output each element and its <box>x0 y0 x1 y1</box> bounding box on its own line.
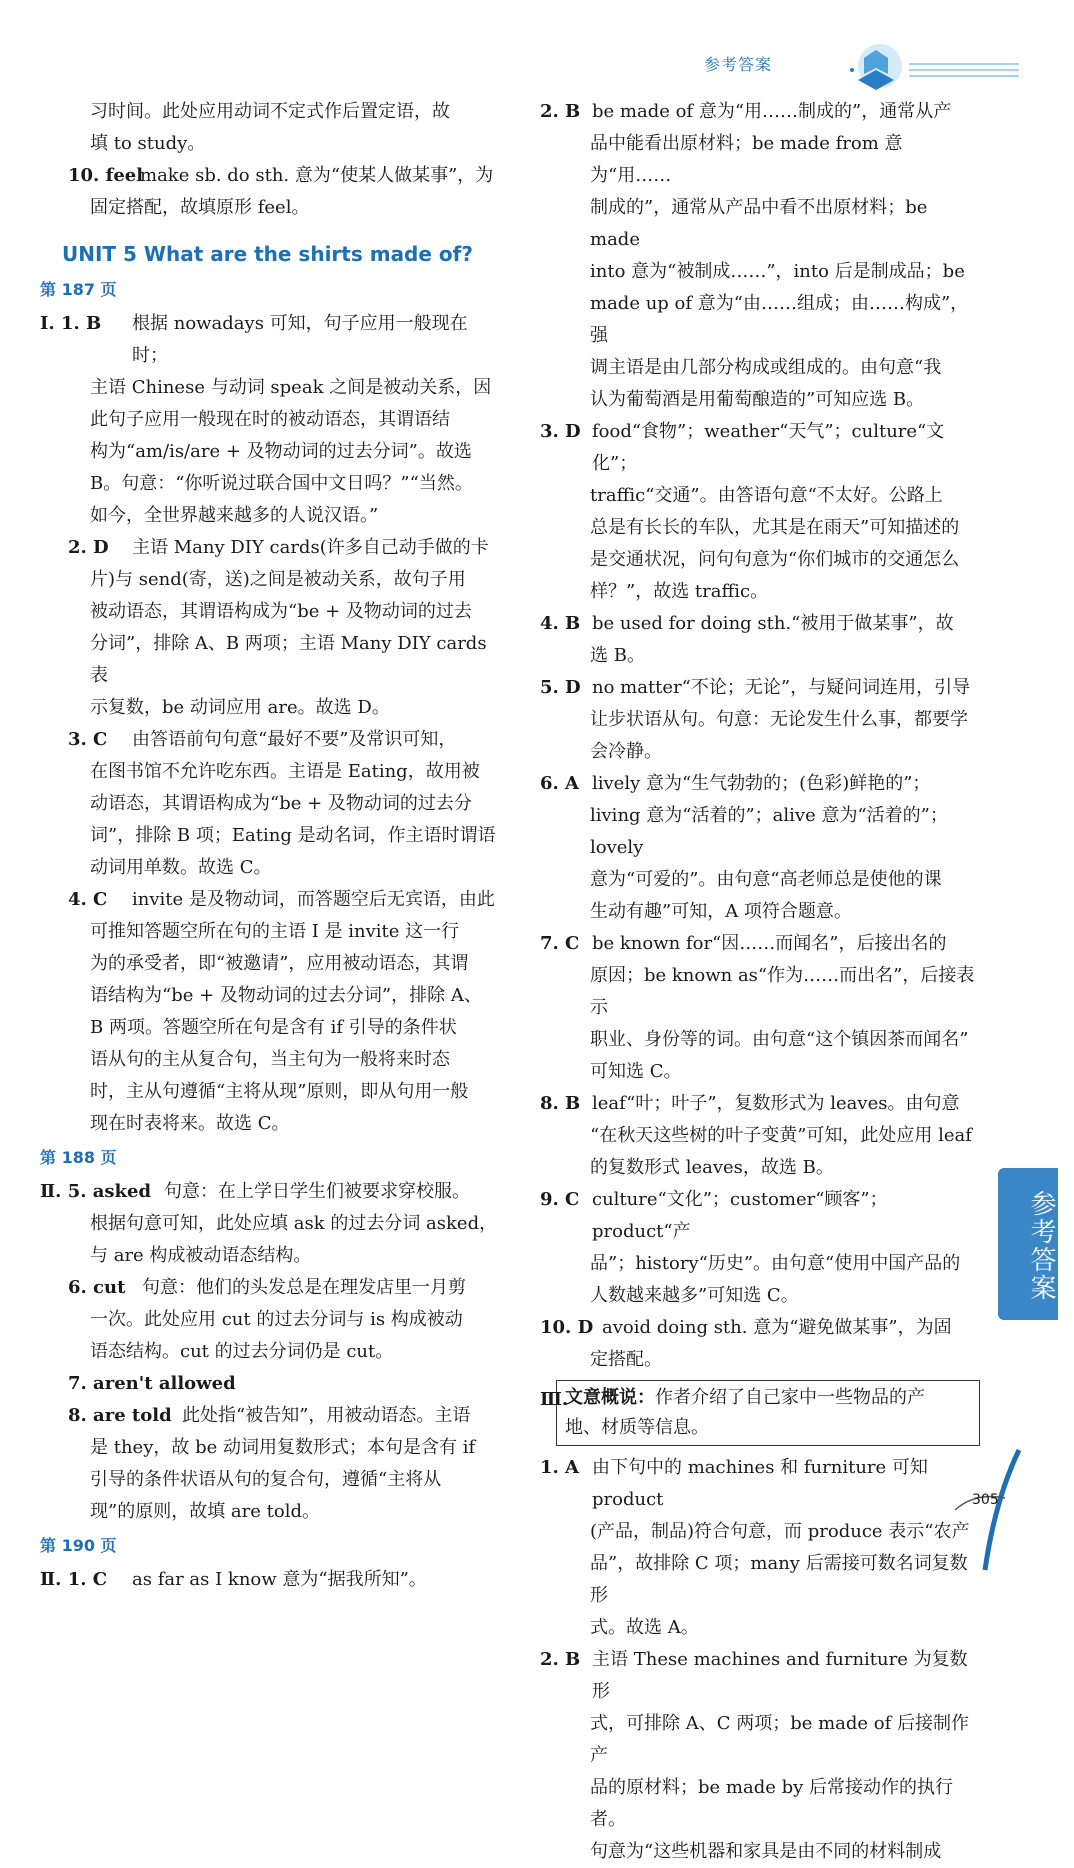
answer-text: be known for“因……而闻名”，后接出名的 <box>592 933 947 954</box>
book-logo-icon <box>844 40 908 96</box>
answer-number: Ⅱ. 1. C <box>40 1569 108 1590</box>
answer-text: 语从句的主从复合句，当主句为一般将来时态 <box>90 1049 450 1070</box>
summary-text: 地、材质等信息。 <box>565 1417 709 1438</box>
answer-number: 1. A <box>540 1457 580 1478</box>
answer-text: 选 B。 <box>590 645 645 666</box>
answer-text: invite 是及物动词，而答题空后无宾语，由此 <box>132 889 495 910</box>
answer-text: 主语 These machines and furniture 为复数形 <box>592 1649 968 1702</box>
answer-text: 职业、身份等的词。由句意“这个镇因茶而闻名” <box>590 1029 969 1050</box>
answer-text: 可知选 C。 <box>590 1061 682 1082</box>
answer-number: 10. D <box>540 1317 594 1338</box>
answer-text: 根据 nowadays 可知，句子应用一般现在时； <box>132 313 468 366</box>
answer-r-5 <box>540 672 980 768</box>
answer-text: 动语态，其谓语构成为“be + 及物动词的过去分 <box>90 793 472 814</box>
answer-text: 引导的条件状语从句的复合句，遵循“主将从 <box>90 1469 442 1490</box>
header-lines-icon <box>909 62 1019 82</box>
answer-text: be made of 意为“用……制成的”，通常从产 <box>592 101 952 122</box>
side-tab-label: 参考答案 <box>1026 1190 1056 1302</box>
answer-text: 根据句意可知，此处应填 ask 的过去分词 asked， <box>90 1213 498 1234</box>
corner-swoosh-icon <box>935 1440 1025 1580</box>
answer-text: 此处指“被告知”，用被动语态。主语 <box>182 1405 471 1426</box>
answer-number: 2. D <box>68 537 109 558</box>
answer-text: 示复数，be 动词应用 are。故选 D。 <box>90 697 390 718</box>
answer-number: 3. D <box>540 421 581 442</box>
answer-text: culture“文化”；customer“顾客”；product“产 <box>592 1189 888 1242</box>
answer-ii-8 <box>40 1400 498 1528</box>
answer-text: 是交通状况，问句句意为“你们城市的交通怎么 <box>590 549 960 570</box>
answer-text: 主语 Chinese 与动词 speak 之间是被动关系，因 <box>90 377 492 398</box>
answer-text: “在秋天这些树的叶子变黄”可知，此处应用 leaf <box>590 1125 972 1146</box>
answer-text: 式。故选 A。 <box>590 1617 699 1638</box>
summary-box <box>556 1380 980 1446</box>
answer-text: 样？”，故选 traffic。 <box>590 581 769 602</box>
answer-text: lively 意为“生气勃勃的；(色彩)鲜艳的”； <box>592 773 931 794</box>
intro-line-2: 填 to study。 <box>90 133 206 154</box>
answer-text: B。句意：“你听说过联合国中文日吗？”“当然。 <box>90 473 473 494</box>
answer-text: B 两项。答题空所在句是含有 if 引导的条件状 <box>90 1017 457 1038</box>
answer-i-3 <box>40 724 498 884</box>
answer-iii-2 <box>540 1644 980 1868</box>
answer-text: no matter“不论；无论”，与疑问词连用，引导 <box>592 677 971 698</box>
answer-text: 现”的原则，故填 are told。 <box>90 1501 320 1522</box>
answer-ii-5 <box>40 1176 498 1272</box>
answer-text: 可推知答题空所在句的主语 I 是 invite 这一行 <box>90 921 460 942</box>
answer-r-6 <box>540 768 980 928</box>
summary-text: 作者介绍了自己家中一些物品的产 <box>655 1387 925 1408</box>
answer-text: 时，主从句遵循“主将从现”原则，即从句用一般 <box>90 1081 469 1102</box>
answer-i-1 <box>40 308 498 532</box>
answer-text: 总是有长长的车队，尤其是在雨天”可知描述的 <box>590 517 960 538</box>
answer-number: 6. A <box>540 773 580 794</box>
page-header <box>704 40 1034 100</box>
answer-text: (产品，制品)符合句意，而 produce 表示“农产 <box>590 1521 970 1542</box>
answer-number: 2. B <box>540 1649 581 1670</box>
answer-text: 由答语前句句意“最好不要”及常识可知， <box>132 729 457 750</box>
answer-text: made up of 意为“由……组成；由……构成”，强 <box>590 293 969 346</box>
answer-text: 品”，故排除 C 项；many 后需接可数名词复数形 <box>590 1553 968 1606</box>
header-title: 参考答案 <box>704 55 773 74</box>
answer-ii-7 <box>40 1368 498 1400</box>
answer-text: 语态结构。cut 的过去分词仍是 cut。 <box>90 1341 394 1362</box>
answer-i-4 <box>40 884 498 1140</box>
answer-text: 让步状语从句。句意：无论发生什么事，都要学 <box>590 709 968 730</box>
answer-text: living 意为“活着的”；alive 意为“活着的”；lovely <box>590 805 948 858</box>
section-label-iii: Ⅲ. <box>540 1389 569 1410</box>
answer-text: 此句子应用一般现在时的被动语态，其谓语结 <box>90 409 450 430</box>
answer-number: 8. are told <box>68 1405 172 1426</box>
answer-text: make sb. do sth. 意为“使某人做某事”，为 <box>140 165 494 186</box>
answer-text: 式，可排除 A、C 两项；be made of 后接制作产 <box>590 1713 970 1766</box>
answer-r-4 <box>540 608 980 672</box>
answer-number: Ⅰ. 1. B <box>40 313 102 334</box>
answer-text: 固定搭配，故填原形 feel。 <box>90 197 310 218</box>
answer-text: 句意：他们的头发总是在理发店里一月剪 <box>142 1277 466 1298</box>
answer-number: 9. C <box>540 1189 580 1210</box>
answer-r-10 <box>540 1312 980 1376</box>
right-column <box>540 96 980 1868</box>
answer-number: 4. B <box>540 613 581 634</box>
answer-iii-1 <box>540 1452 980 1644</box>
answer-text: 为的承受者，即“被邀请”，应用被动语态，其谓 <box>90 953 469 974</box>
answer-text: 品中能看出原材料；be made from 意为“用…… <box>590 133 903 186</box>
answer-ii-6 <box>40 1272 498 1368</box>
page-label-187: 第 187 页 <box>40 280 117 299</box>
answer-text: 生动有趣”可知，A 项符合题意。 <box>590 901 852 922</box>
answer-text: 品的原材料；be made by 后常接动作的执行者。 <box>590 1777 954 1830</box>
answer-text: 现在时表将来。故选 C。 <box>90 1113 290 1134</box>
intro-line-1: 习时间。此处应用动词不定式作后置定语，故 <box>90 101 450 122</box>
answer-text: 人数越来越多”可知选 C。 <box>590 1285 799 1306</box>
answer-number: 7. C <box>540 933 580 954</box>
answer-number: 4. C <box>68 889 108 910</box>
answer-text: traffic“交通”。由答语句意“不太好。公路上 <box>590 485 943 506</box>
page-number: 305 <box>972 1492 999 1508</box>
answer-text: 片)与 send(寄，送)之间是被动关系，故句子用 <box>90 569 466 590</box>
answer-text: 意为“可爱的”。由句意“高老师总是使他的课 <box>590 869 942 890</box>
answer-r-9 <box>540 1184 980 1312</box>
answer-text: 由下句中的 machines 和 furniture 可知 product <box>592 1457 928 1510</box>
answer-text: 调主语是由几部分构成或组成的。由句意“我 <box>590 357 942 378</box>
answer-number: 6. cut <box>68 1277 126 1298</box>
left-column <box>40 96 498 1596</box>
answer-text: avoid doing sth. 意为“避免做某事”，为固 <box>602 1317 952 1338</box>
answer-text: 语结构为“be + 及物动词的过去分词”，排除 A、 <box>90 985 482 1006</box>
answer-text: 是 they，故 be 动词用复数形式；本句是含有 if <box>90 1437 476 1458</box>
answer-r-7 <box>540 928 980 1088</box>
answer-text: be used for doing sth.“被用于做某事”，故 <box>592 613 954 634</box>
answer-10-feel <box>40 160 498 224</box>
answer-number: 10. feel <box>68 165 144 186</box>
answer-i-2 <box>40 532 498 724</box>
answer-text: 如今，全世界越来越多的人说汉语。” <box>90 505 379 526</box>
answer-text: 被动语态，其谓语构成为“be + 及物动词的过去 <box>90 601 472 622</box>
answer-text: 句意：在上学日学生们被要求穿校服。 <box>164 1181 470 1202</box>
summary-key: 文意概说： <box>565 1387 655 1408</box>
answer-text: 品”；history“历史”。由句意“使用中国产品的 <box>590 1253 961 1274</box>
answer-text: 分词”，排除 A、B 两项；主语 Many DIY cards 表 <box>90 633 487 686</box>
answer-text: 主语 Many DIY cards(许多自己动手做的卡 <box>132 537 489 558</box>
answer-number: 7. aren't allowed <box>68 1373 236 1394</box>
answer-text: 与 are 构成被动语态结构。 <box>90 1245 312 1266</box>
answer-text: 动词用单数。故选 C。 <box>90 857 272 878</box>
answer-text: 句意为“这些机器和家具是由不同的材料制成 <box>590 1841 942 1862</box>
page-label-188: 第 188 页 <box>40 1148 117 1167</box>
answer-text: into 意为“被制成……”，into 后是制成品；be <box>590 261 965 282</box>
answer-text: 的复数形式 leaves，故选 B。 <box>590 1157 834 1178</box>
answer-r-8 <box>540 1088 980 1184</box>
answer-text: 一次。此处应用 cut 的过去分词与 is 构成被动 <box>90 1309 463 1330</box>
answer-number: Ⅱ. 5. asked <box>40 1181 152 1202</box>
answer-text: leaf“叶；叶子”，复数形式为 leaves。由句意 <box>592 1093 960 1114</box>
answer-text: 构为“am/is/are + 及物动词的过去分词”。故选 <box>90 441 472 462</box>
answer-r-2 <box>540 96 980 416</box>
answer-text: 会冷静。 <box>590 741 662 762</box>
answer-text: 词”，排除 B 项；Eating 是动名词，作主语时谓语 <box>90 825 496 846</box>
answer-text: 原因；be known as“作为……而出名”，后接表示 <box>590 965 975 1018</box>
unit-heading: UNIT 5 What are the shirts made of? <box>62 242 473 266</box>
answer-number: 2. B <box>540 101 581 122</box>
answer-text: as far as I know 意为“据我所知”。 <box>132 1569 427 1590</box>
answer-text: 制成的”，通常从产品中看不出原材料；be made <box>590 197 928 250</box>
answer-ii-1 <box>40 1564 498 1596</box>
answer-text: 定搭配。 <box>590 1349 662 1370</box>
answer-r-3 <box>540 416 980 608</box>
answer-text: 认为葡萄酒是用葡萄酿造的”可知应选 B。 <box>590 389 925 410</box>
page-label-190: 第 190 页 <box>40 1536 117 1555</box>
answer-text: 在图书馆不允许吃东西。主语是 Eating，故用被 <box>90 761 480 782</box>
summary-section <box>540 1380 980 1446</box>
answer-text: food“食物”；weather“天气”；culture“文化”； <box>592 421 945 474</box>
answer-number: 3. C <box>68 729 108 750</box>
answer-number: 5. D <box>540 677 581 698</box>
answer-number: 8. B <box>540 1093 581 1114</box>
